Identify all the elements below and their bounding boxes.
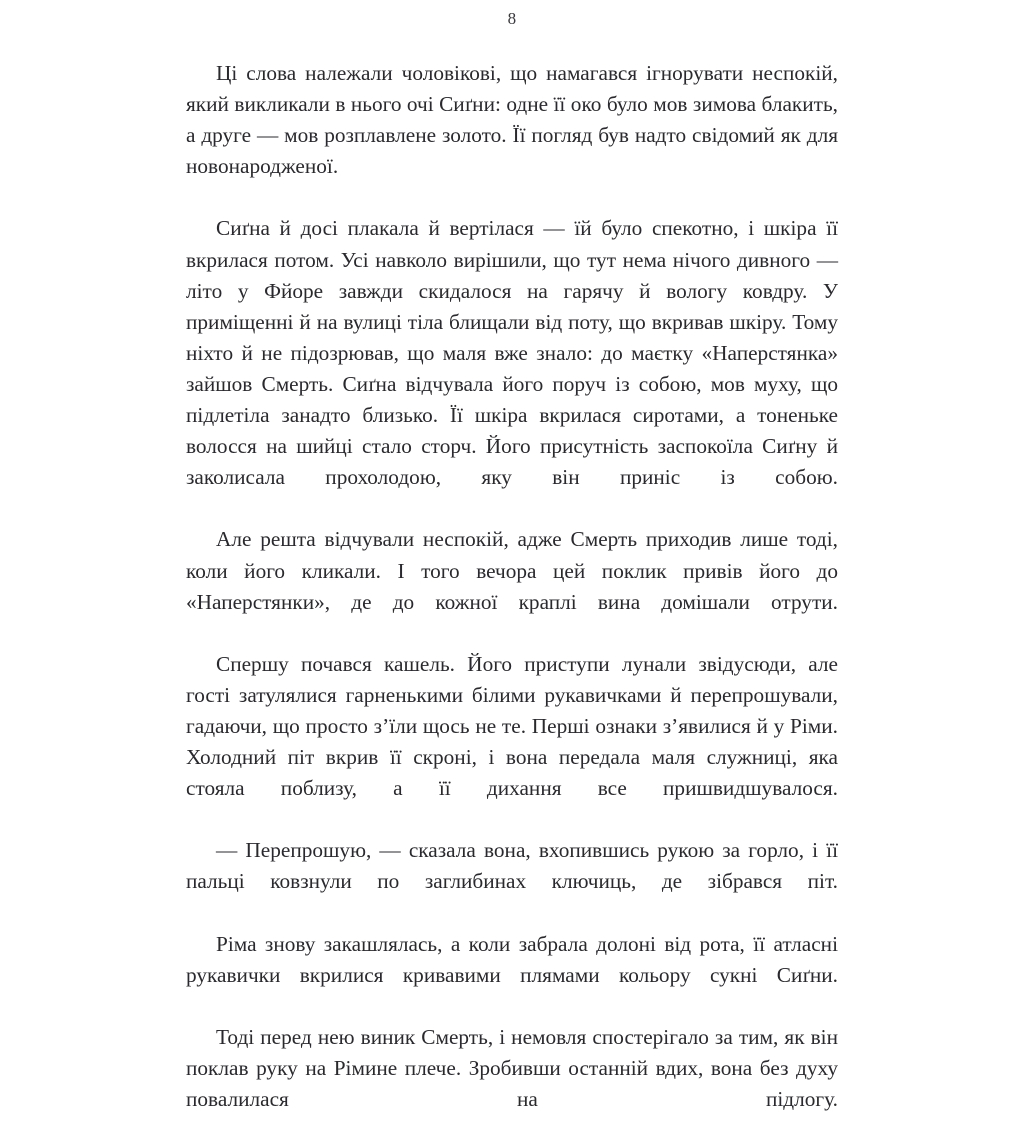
body-text-block xyxy=(186,58,838,1146)
page-number: 8 xyxy=(507,9,517,28)
paragraph: Ріма знову закашлялась, а коли забрала долоні від рота, її атласні рукавички вкрилися кривавими плямами кольору сукні Сиґни. xyxy=(186,931,838,987)
paragraph: Ці слова належали чоловікові, що намагався ігнорувати неспокій, який викликали в нього очі Сиґни: одне її око було мов зимова блакить, а друге — мов розплавлене золото. Її погляд був надто свідомий як для новонародженої. xyxy=(186,61,838,179)
paragraph-dialogue: — Перепрошую, — сказала вона, вхопившись рукою за горло, і її пальці ковзнули по заглибинах ключиць, де зібрався піт. xyxy=(186,838,838,894)
paragraph: Тоді перед нею виник Смерть, і немовля спостерігало за тим, як він поклав руку на Рімине плече. Зробивши останній вдих, вона без духу повалилася на підлогу. xyxy=(186,1024,838,1112)
paragraph: Але решта відчували неспокій, адже Смерть приходив лише тоді, коли його кликали. І того вечора цей поклик привів його до «Наперстянки», де до кожної краплі вина домішали отрути. xyxy=(186,527,838,614)
paragraph: Спершу почався кашель. Його приступи лунали звідусюди, але гості затулялися гарненькими білими рукавичками й перепрошували, гадаючи, що просто з’їли щось не те. Перші ознаки з’явилися й у Ріми. Холодний піт вкрив її скроні, і вона передала маля служниці, яка стояла поблизу, а її дихання все пришвидшувалося. xyxy=(186,651,838,801)
paragraph: Сиґна й досі плакала й вертілася — їй було спекотно, і шкіра її вкрилася потом. Усі навколо вирішили, що тут нема нічого дивного — літо у Фйоре завжди скидалося на гарячу й вологу ковдру. У приміщенні й на вулиці тіла блищали від поту, що вкривав шкіру. Тому ніхто й не підозрював, що маля вже знало: до маєтку «Наперстянка» зайшов Смерть. Сиґна відчувала його поруч із собою, мов муху, що підлетіла занадто близько. Її шкіра вкрилася сиротами, а тоненьке волосся на шийці стало сторч. Його присутність заспокоїла Сиґну й заколисала прохолодою, яку він приніс із собою. xyxy=(186,216,838,490)
